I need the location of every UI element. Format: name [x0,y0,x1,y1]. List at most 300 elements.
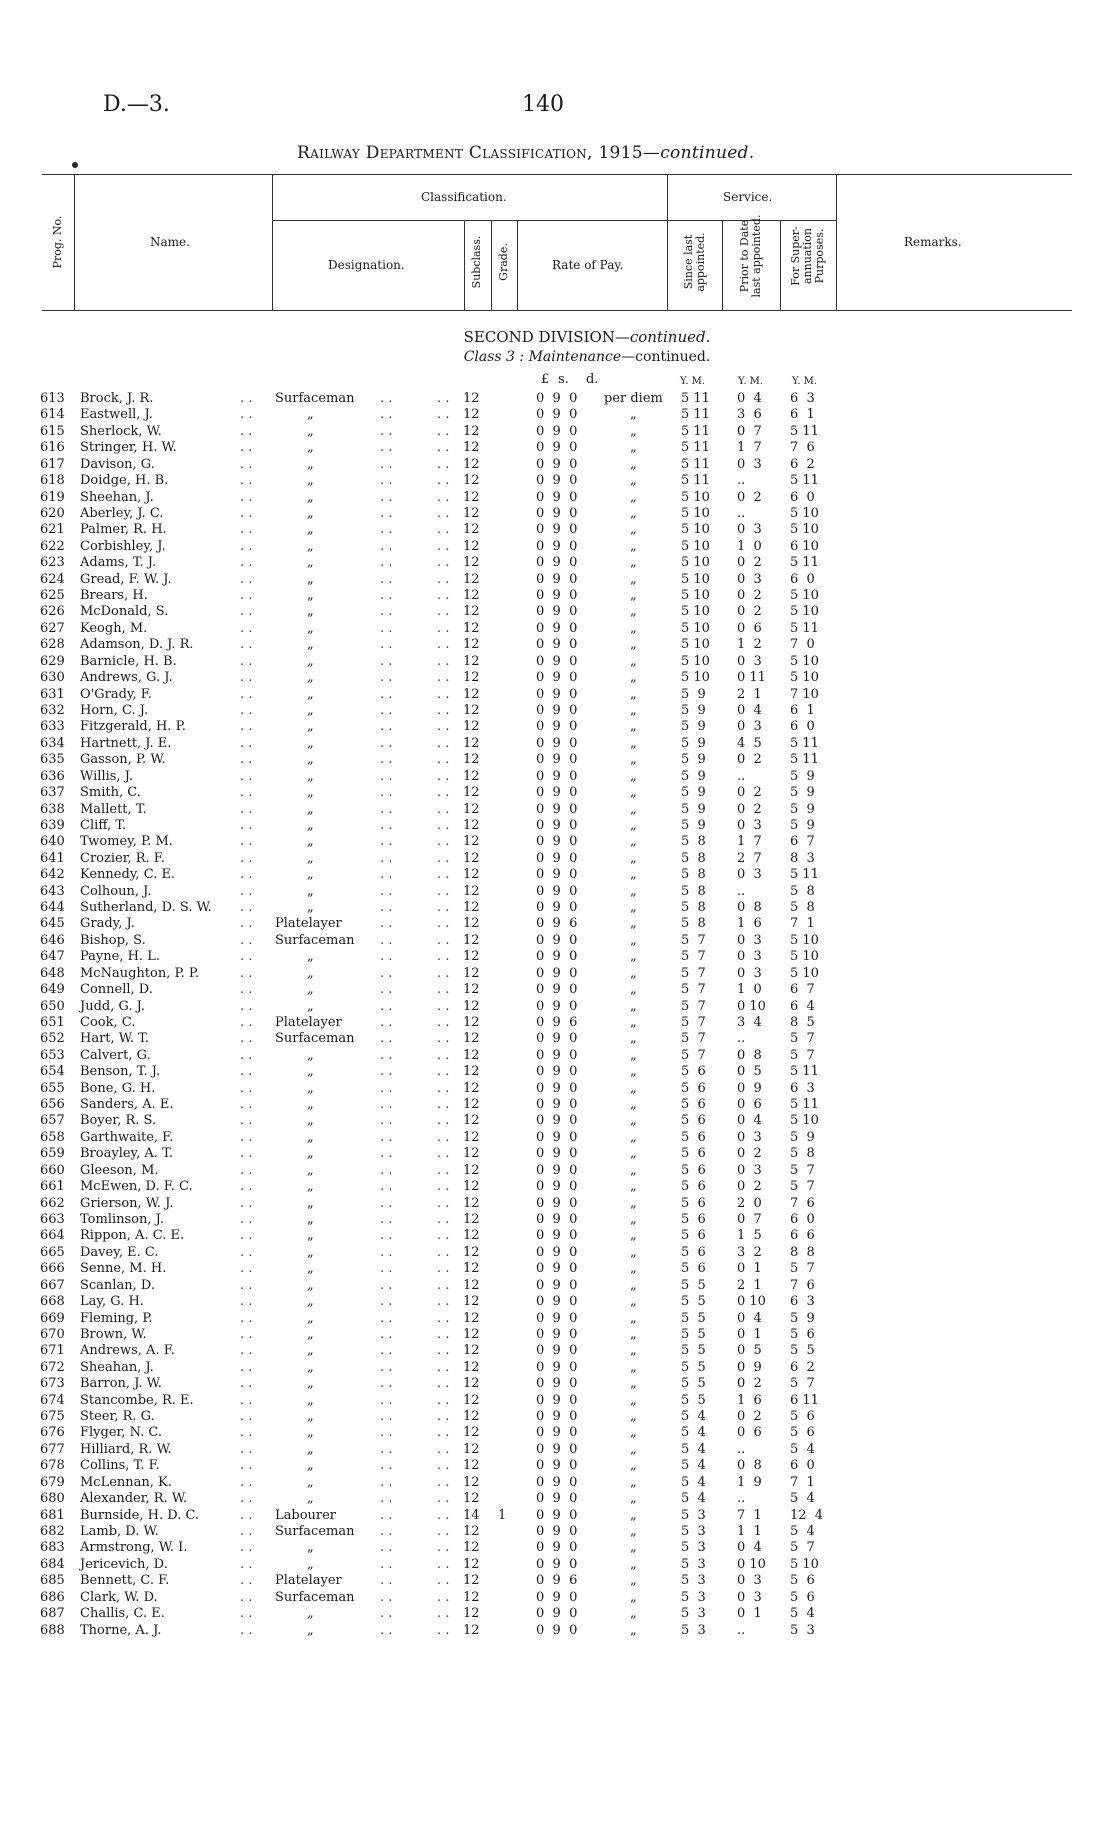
rate-of-pay: 0 9 0 [536,1326,578,1342]
table-row [0,1507,1114,1524]
service-prior: 0 1 [737,1326,762,1342]
table-row [0,505,1114,522]
dots-2: . . [380,1392,393,1408]
rate-of-pay: 0 9 0 [536,456,578,472]
pay-period: „ [630,653,637,669]
service-superannuation: 6 0 [790,489,815,505]
prog-no: 671 [40,1343,65,1359]
service-prior: 3 2 [737,1244,762,1260]
designation: „ [307,998,314,1014]
dots-3: . . [437,1294,450,1310]
designation: „ [307,1392,314,1408]
dots-1: . . [240,998,253,1014]
dots-1: . . [240,604,253,620]
prog-no: 628 [40,637,65,653]
service-since-last: 5 5 [681,1326,706,1342]
rate-of-pay: 0 9 0 [536,1277,578,1293]
pay-period: „ [630,1047,637,1063]
service-superannuation: 5 8 [790,1146,815,1162]
service-superannuation: 5 7 [790,1376,815,1392]
designation: „ [307,571,314,587]
dots-3: . . [437,391,450,406]
dots-1: . . [240,982,253,998]
service-prior: 1 6 [737,1392,762,1408]
rate-of-pay: 0 9 0 [536,1458,578,1474]
dots-2: . . [380,1458,393,1474]
unit-ym-prior: Y. M. [738,376,764,387]
pay-period: „ [630,998,637,1014]
class-heading [30,349,1114,365]
service-prior: 1 7 [737,834,762,850]
grade: 12 [463,670,480,686]
dots-2: . . [380,1277,393,1293]
designation: „ [307,1097,314,1113]
grade: 12 [463,391,480,406]
dots-2: . . [380,670,393,686]
pay-period: „ [630,440,637,456]
service-prior: 0 3 [737,965,762,981]
divider-6 [667,174,668,310]
rate-of-pay: 0 9 0 [536,637,578,653]
dots-3: . . [437,1507,450,1523]
dots-2: . . [380,834,393,850]
dots-1: . . [240,1556,253,1572]
dots-1: . . [240,1064,253,1080]
dots-2: . . [380,850,393,866]
dots-2: . . [380,391,393,406]
prog-no: 635 [40,752,65,768]
dots-2: . . [380,473,393,489]
designation: „ [307,1343,314,1359]
employee-name: Gread, F. W. J. [80,571,172,587]
dots-3: . . [437,965,450,981]
unit-ym-super: Y. M. [792,376,818,387]
pay-period: „ [630,1589,637,1605]
table-row [0,866,1114,883]
service-superannuation: 5 6 [790,1326,815,1342]
employee-name: Stancombe, R. E. [80,1392,194,1408]
service-prior: 0 6 [737,1425,762,1441]
grade: 12 [463,1146,480,1162]
pay-period: „ [630,1523,637,1539]
service-since-last: 5 4 [681,1425,706,1441]
pay-period: „ [630,1425,637,1441]
dots-3: . . [437,768,450,784]
service-prior: 1 6 [737,916,762,932]
service-prior: 0 3 [737,522,762,538]
service-superannuation: 5 9 [790,1310,815,1326]
dots-2: . . [380,1195,393,1211]
title-main: Railway Department Classification, 1915— [297,143,661,163]
dots-1: . . [240,456,253,472]
dots-3: . . [437,1441,450,1457]
dots-3: . . [437,1047,450,1063]
dots-1: . . [240,1441,253,1457]
dots-2: . . [380,1540,393,1556]
table-row [0,423,1114,440]
prog-no: 642 [40,867,65,883]
dots-2: . . [380,1064,393,1080]
dots-2: . . [380,1294,393,1310]
divider-3 [464,220,465,310]
grade: 12 [463,1162,480,1178]
col-classification: Classification. [421,190,507,204]
service-since-last: 5 10 [681,538,710,554]
grade: 12 [463,1047,480,1063]
service-prior: 3 4 [737,1014,762,1030]
table-row [0,768,1114,785]
col-rate-of-pay: Rate of Pay. [552,258,624,272]
rate-of-pay: 0 9 0 [536,555,578,571]
dots-3: . . [437,1573,450,1589]
dots-3: . . [437,932,450,948]
dots-1: . . [240,1409,253,1425]
dots-1: . . [240,932,253,948]
rate-of-pay: 0 9 0 [536,1212,578,1227]
employee-name: Bennett, C. F. [80,1573,170,1589]
dots-2: . . [380,1359,393,1375]
table-row [0,636,1114,653]
service-superannuation: 5 11 [790,752,819,768]
service-prior: .. [737,1441,746,1457]
prog-no: 649 [40,982,65,998]
dots-1: . . [240,768,253,784]
dots-3: . . [437,785,450,801]
service-superannuation: 6 6 [790,1228,815,1244]
unit-ym-since: Y. M. [680,376,706,387]
service-superannuation: 7 10 [790,686,819,702]
service-since-last: 5 3 [681,1573,706,1589]
service-superannuation: 5 6 [790,1589,815,1605]
employee-name: Twomey, P. M. [80,834,173,850]
service-prior: 0 1 [737,1261,762,1277]
table-row [0,554,1114,571]
service-superannuation: 5 4 [790,1441,815,1457]
pay-period: „ [630,489,637,505]
prog-no: 626 [40,604,65,620]
prog-no: 616 [40,440,65,456]
service-since-last: 5 8 [681,834,706,850]
grade: 12 [463,1573,480,1589]
dots-3: . . [437,1523,450,1539]
grade: 12 [463,735,480,751]
table-row [0,1424,1114,1441]
employee-name: Davison, G. [80,456,155,472]
service-since-last: 5 6 [681,1195,706,1211]
employee-name: McEwen, D. F. C. [80,1179,193,1195]
grade: 12 [463,883,480,899]
service-since-last: 5 8 [681,867,706,883]
division-continued: continued. [629,328,711,346]
table-row [0,1457,1114,1474]
service-since-last: 5 6 [681,1080,706,1096]
prog-no: 663 [40,1212,65,1227]
service-since-last: 5 3 [681,1523,706,1539]
rate-of-pay: 0 9 0 [536,1064,578,1080]
service-prior: 0 8 [737,900,762,916]
service-prior: 0 2 [737,752,762,768]
prog-no: 685 [40,1573,65,1589]
prog-no: 673 [40,1376,65,1392]
designation: „ [307,538,314,554]
col-designation: Designation. [328,258,405,272]
service-superannuation: 6 0 [790,1212,815,1227]
service-since-last: 5 7 [681,932,706,948]
table-row [0,1047,1114,1064]
service-since-last: 5 5 [681,1376,706,1392]
service-superannuation: 5 11 [790,555,819,571]
service-superannuation: 5 11 [790,867,819,883]
dots-2: . . [380,1474,393,1490]
service-prior: 0 2 [737,1179,762,1195]
grade: 12 [463,522,480,538]
service-superannuation: 7 6 [790,440,815,456]
dots-3: . . [437,1606,450,1622]
dots-1: . . [240,440,253,456]
prog-no: 625 [40,588,65,604]
designation: Surfaceman [275,1589,355,1605]
dots-2: . . [380,1080,393,1096]
designation: „ [307,686,314,702]
pay-period: „ [630,949,637,965]
grade: 12 [463,785,480,801]
designation: „ [307,555,314,571]
col-name: Name. [150,235,190,249]
service-since-last: 5 7 [681,1047,706,1063]
dots-2: . . [380,505,393,521]
service-since-last: 5 7 [681,1014,706,1030]
prog-no: 657 [40,1113,65,1129]
dots-1: . . [240,1458,253,1474]
designation: Labourer [275,1507,337,1523]
table-row [0,1605,1114,1622]
grade: 12 [463,719,480,735]
dots-3: . . [437,1343,450,1359]
grade: 12 [463,1606,480,1622]
designation: „ [307,982,314,998]
service-prior: .. [737,883,746,899]
designation: „ [307,670,314,686]
designation: „ [307,1474,314,1490]
service-since-last: 5 6 [681,1261,706,1277]
dots-3: . . [437,489,450,505]
prog-no: 617 [40,456,65,472]
employee-name: Hart, W. T. [80,1031,150,1047]
dots-3: . . [437,555,450,571]
service-superannuation: 5 10 [790,604,819,620]
dots-3: . . [437,456,450,472]
table-row [0,456,1114,473]
divider-2 [272,174,273,310]
service-superannuation: 5 6 [790,1409,815,1425]
rate-of-pay: 0 9 0 [536,1441,578,1457]
table-row [0,1014,1114,1031]
pay-period: „ [630,637,637,653]
service-since-last: 5 8 [681,883,706,899]
employee-name: Sheahan, J. [80,1359,154,1375]
grade: 12 [463,1409,480,1425]
dots-3: . . [437,1359,450,1375]
rate-of-pay: 0 9 0 [536,1523,578,1539]
service-superannuation: 5 10 [790,1556,819,1572]
grade: 12 [463,1064,480,1080]
grade: 12 [463,1261,480,1277]
dots-3: . . [437,702,450,718]
service-prior: 2 1 [737,1277,762,1293]
service-prior: 1 0 [737,538,762,554]
designation: „ [307,489,314,505]
service-since-last: 5 10 [681,653,710,669]
employee-name: Bishop, S. [80,932,146,948]
designation: „ [307,883,314,899]
service-prior: 0 3 [737,1589,762,1605]
pay-period: „ [630,752,637,768]
designation: Surfaceman [275,1523,355,1539]
service-superannuation: 6 0 [790,1458,815,1474]
dots-2: . . [380,1556,393,1572]
service-prior: 0 2 [737,785,762,801]
pay-period: „ [630,1097,637,1113]
dots-1: . . [240,1523,253,1539]
designation: Surfaceman [275,932,355,948]
rate-of-pay: 0 9 0 [536,1425,578,1441]
dots-1: . . [240,1047,253,1063]
table-row [0,883,1114,900]
service-since-last: 5 9 [681,785,706,801]
designation: „ [307,1491,314,1507]
service-superannuation: 7 1 [790,916,815,932]
dots-3: . . [437,982,450,998]
dots-1: . . [240,1261,253,1277]
service-superannuation: 5 4 [790,1523,815,1539]
service-prior: 0 3 [737,719,762,735]
designation: „ [307,505,314,521]
employee-name: Andrews, G. J. [80,670,173,686]
pay-period: „ [630,702,637,718]
grade: 12 [463,949,480,965]
service-since-last: 5 9 [681,752,706,768]
service-since-last: 5 7 [681,1031,706,1047]
rate-of-pay: 0 9 0 [536,982,578,998]
service-superannuation: 8 8 [790,1244,815,1260]
dots-3: . . [437,949,450,965]
rate-of-pay: 0 9 0 [536,1540,578,1556]
col-prior-to: Prior to Date last appointed. [738,214,763,298]
dots-1: . . [240,620,253,636]
service-prior: 1 2 [737,637,762,653]
service-prior: 0 7 [737,1212,762,1227]
dots-1: . . [240,1326,253,1342]
grade: 12 [463,916,480,932]
table-row [0,1030,1114,1047]
table-row [0,538,1114,555]
dots-2: . . [380,423,393,439]
rate-of-pay: 0 9 0 [536,522,578,538]
pay-period: „ [630,1491,637,1507]
service-superannuation: 5 10 [790,932,819,948]
service-superannuation: 6 10 [790,538,819,554]
dots-3: . . [437,916,450,932]
service-since-last: 5 10 [681,505,710,521]
employee-name: Rippon, A. C. E. [80,1228,185,1244]
table-row [0,571,1114,588]
dots-3: . . [437,1491,450,1507]
prog-no: 648 [40,965,65,981]
table-row [0,981,1114,998]
service-since-last: 5 4 [681,1409,706,1425]
dots-2: . . [380,1409,393,1425]
service-superannuation: 5 6 [790,1425,815,1441]
service-prior: .. [737,1491,746,1507]
dots-3: . . [437,653,450,669]
employee-name: Barnicle, H. B. [80,653,177,669]
table-row [0,1539,1114,1556]
dots-2: . . [380,1491,393,1507]
employee-name: Burnside, H. D. C. [80,1507,200,1523]
table-row [0,1244,1114,1261]
service-superannuation: 5 11 [790,473,819,489]
service-since-last: 5 5 [681,1359,706,1375]
grade: 12 [463,1622,480,1638]
prog-no: 623 [40,555,65,571]
service-since-last: 5 11 [681,391,710,406]
prog-no: 643 [40,883,65,899]
grade: 12 [463,1474,480,1490]
dots-2: . . [380,998,393,1014]
employee-name: Brock, J. R. [80,391,154,406]
dots-2: . . [380,1014,393,1030]
prog-no: 637 [40,785,65,801]
grade: 12 [463,456,480,472]
table-row [0,1572,1114,1589]
table-row [0,669,1114,686]
pay-period: „ [630,1409,637,1425]
employee-name: Armstrong, W. I. [80,1540,188,1556]
table-row [0,1063,1114,1080]
designation: „ [307,719,314,735]
service-superannuation: 5 4 [790,1491,815,1507]
service-prior: 0 4 [737,1540,762,1556]
divider-7 [722,220,723,310]
rate-of-pay: 0 9 0 [536,883,578,899]
service-prior: 0 11 [737,670,766,686]
class-label: Class 3 : Maintenance [463,349,622,365]
table-row [0,1310,1114,1327]
service-since-last: 5 11 [681,456,710,472]
dots-2: . . [380,1343,393,1359]
service-since-last: 5 3 [681,1589,706,1605]
dots-1: . . [240,1392,253,1408]
dots-3: . . [437,883,450,899]
designation: „ [307,1064,314,1080]
dots-1: . . [240,916,253,932]
service-superannuation: 5 10 [790,522,819,538]
service-superannuation: 5 10 [790,505,819,521]
service-prior: 1 0 [737,982,762,998]
dots-3: . . [437,1392,450,1408]
table-row [0,587,1114,604]
service-prior: 1 9 [737,1474,762,1490]
pay-period: „ [630,423,637,439]
service-superannuation: 5 7 [790,1540,815,1556]
service-prior: .. [737,505,746,521]
rate-of-pay: 0 9 0 [536,1294,578,1310]
pay-period: „ [630,555,637,571]
dots-3: . . [437,1113,450,1129]
grade: 12 [463,834,480,850]
page-number: 140 [522,92,564,117]
designation: „ [307,1277,314,1293]
